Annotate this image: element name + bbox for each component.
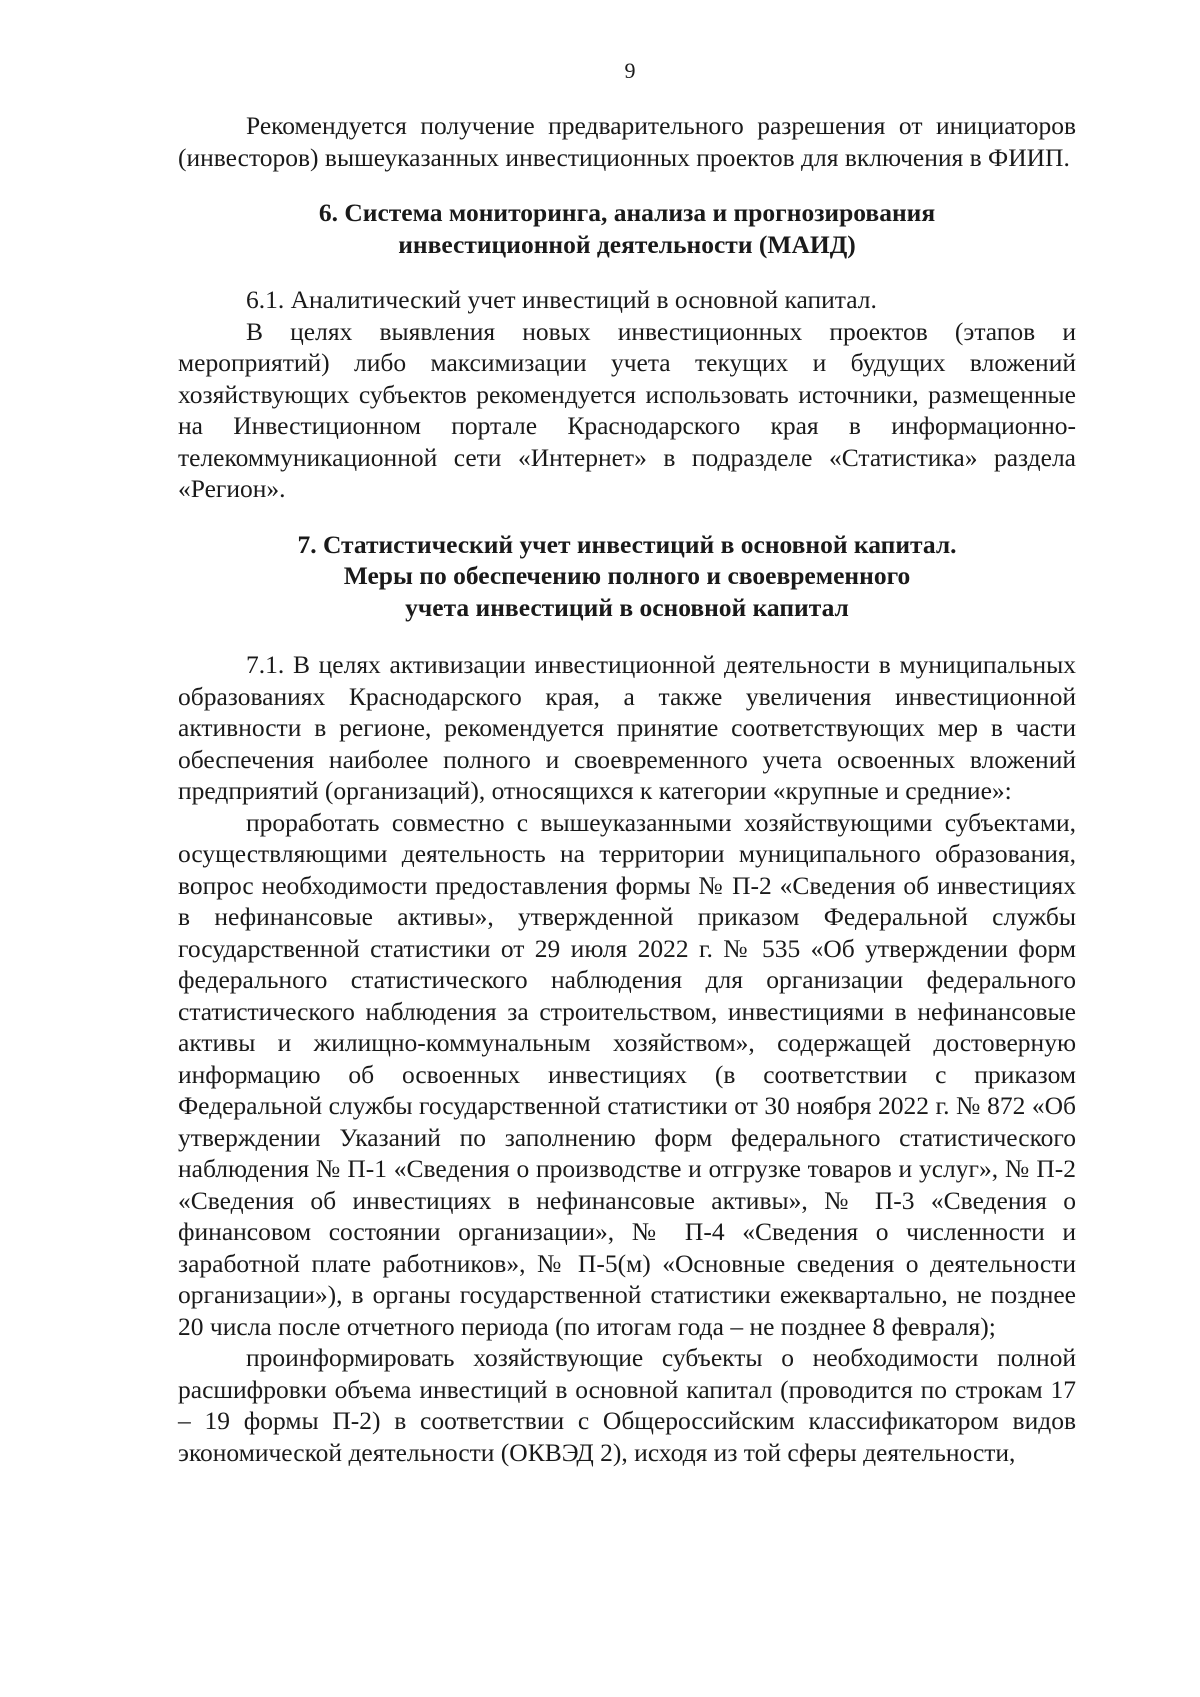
section-7-title-line-2: Меры по обеспечению полного и своевременного	[343, 561, 911, 590]
section-7-title-line-1: 7. Статистический учет инвестиций в основной капитал.	[297, 529, 957, 559]
intro-paragraph: Рекомендуется получение предварительного разрешения от инициаторов (инвесторов) вышеуказанных инвестиционных проектов для включения в ФИИП.	[178, 111, 1076, 172]
section-7-paragraph-1: 7.1. В целях активизации инвестиционной деятельности в муниципальных образованиях Краснодарского края, а также увеличения инвестиционной активности в регионе, рекомендуется принятие соответствующих мер в части обеспечения наиболее полного и своевременного учета освоенных вложений предприятий (организаций), относящихся к категории «крупные и средние»:	[178, 650, 1076, 805]
section-6-title-line-1: 6. Система мониторинга, анализа и прогнозирования	[318, 198, 936, 227]
section-6-title-line-2: инвестиционной деятельности (МАИД)	[398, 229, 856, 259]
section-7-paragraph-2: проработать совместно с вышеуказанными хозяйствующими субъектами, осуществляющими деятельность на территории муниципального образования, вопрос необходимости предоставления формы № П-2 «Сведения об инвестициях в нефинансовые активы», утвержденной приказом Федеральной службы государственной статистики от 29 июля 2022 г. № 535 «Об утверждении форм федерального статистического наблюдения для организации федерального статистического наблюдения за строительством, инвестициями в нефинансовые активы и жилищно-коммунальным хозяйством», содержащей достоверную информацию об освоенных инвестициях (в соответствии с приказом Федеральной службы государственной статистики от 30 ноября 2022 г. № 872 «Об утверждении Указаний по заполнению форм федерального статистического наблюдения № П-1 «Сведения о производстве и отгрузке товаров и услуг», № П-2 «Сведения об инвестициях в нефинансовые активы», № П-3 «Сведения о финансовом состоянии организации», № П-4 «Сведения о численности и заработной плате работников», № П-5(м) «Основные сведения о деятельности организации»), в органы государственной статистики ежеквартально, не позднее 20 числа после отчетного периода (по итогам года – не позднее 8 февраля);	[178, 807, 1076, 1341]
document-body	[178, 110, 1076, 1468]
section-6-paragraph-2: В целях выявления новых инвестиционных проектов (этапов и мероприятий) либо максимизации учета текущих и будущих вложений хозяйствующих субъектов рекомендуется использовать источники, размещенные на Инвестиционном портале Краснодарского края в информационно-телекоммуникационной сети «Интернет» в подразделе «Статистика» раздела «Регион».	[178, 316, 1076, 503]
page-number: 9	[624, 58, 636, 83]
section-7-paragraph-3: проинформировать хозяйствующие субъекты о необходимости полной расшифровки объема инвестиций в основной капитал (проводится по строкам 17 – 19 формы П-2) в соответствии с Общероссийским классификатором видов экономической деятельности (ОКВЭД 2), исходя из той сферы деятельности,	[178, 1343, 1076, 1467]
section-7-title-line-3: учета инвестиций в основной капитал	[405, 592, 849, 622]
section-7-heading	[178, 529, 1076, 624]
section-6-heading	[178, 197, 1076, 260]
section-6-paragraph-1: 6.1. Аналитический учет инвестиций в основной капитал.	[246, 285, 877, 314]
